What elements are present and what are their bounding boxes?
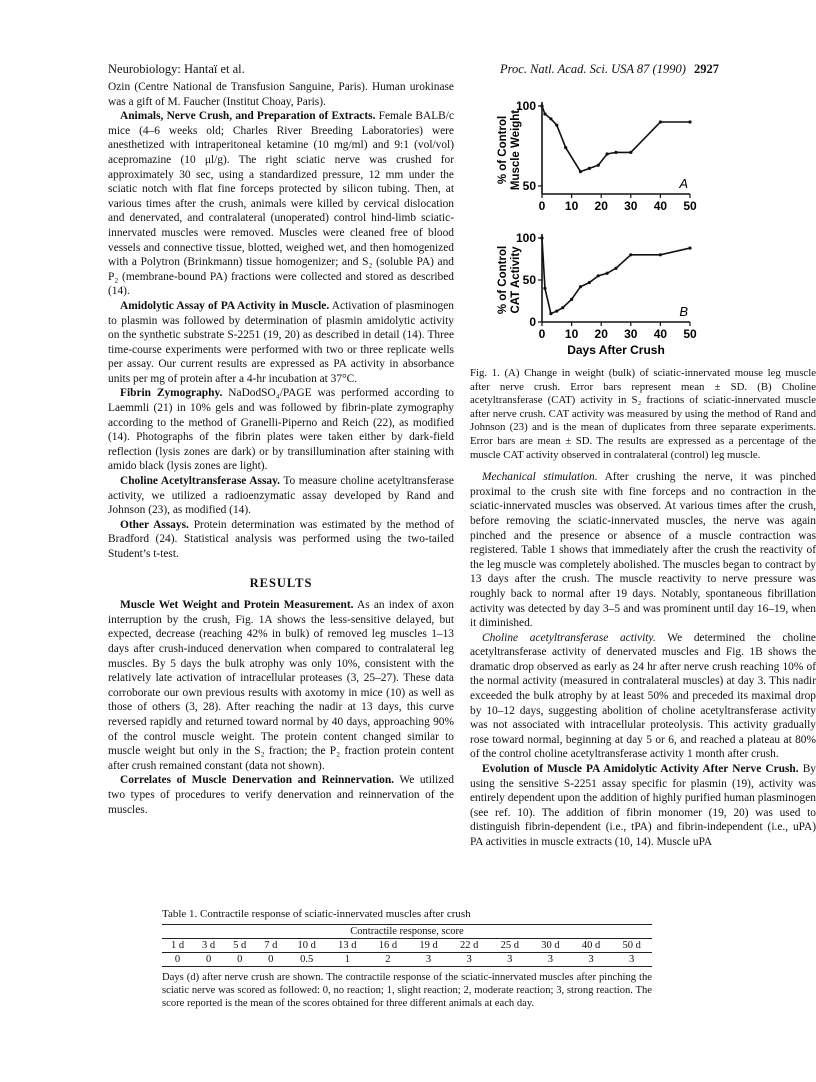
panel-label: B [679, 304, 688, 319]
data-point [629, 253, 632, 256]
series-line [542, 238, 690, 314]
data-point [540, 236, 543, 239]
paragraph-correlates [108, 773, 454, 817]
table-col-day: 10 d [297, 940, 316, 951]
data-point [629, 151, 632, 154]
data-point [614, 267, 617, 270]
section-body-cat-assay: To measure choline acetyltransferase activity, we utilized a radioenzymatic assay developed by Rand and Johnson (23), as modified (14). [108, 475, 454, 517]
table-cell-score: 2 [385, 954, 391, 965]
paragraph-materials: Ozin (Centre National de Transfusion Sanguine, Paris). Human urokinase was a gift of M. Faucher (Institut Choay, Paris). [108, 81, 454, 108]
paragraph-choline [470, 631, 816, 762]
table-footnote: Days (d) after nerve crush are shown. The contractile response of the sciatic-innervated muscles after pinching the sciatic nerve was scored as followed: 0, no reaction; 1, slight reaction; 2, moderate reaction; 3, strong reaction. The score reported is the mean of the scores obtained for three different animals at each day. [162, 972, 652, 1009]
table-cell-score: 0.5 [300, 954, 314, 965]
figure-1-panel-b [497, 231, 697, 357]
y-tick-label: 100 [515, 231, 536, 245]
x-tick-label: 10 [564, 199, 579, 213]
table-group-header: Contractile response, score [162, 925, 652, 939]
running-header-left: Neurobiology: Hantaï et al. [108, 62, 245, 76]
table-col-day: 19 d [419, 940, 438, 951]
x-tick-label: 20 [594, 199, 608, 213]
paragraph-zymography [108, 386, 454, 474]
paragraph-muscle-weight [108, 598, 454, 773]
table-cell-score: 3 [547, 954, 553, 965]
section-body-amidolytic: Activation of plasminogen to plasmin was followed by determination of plasmin amidolytic activity on the synthetic substrate S-2251 (19, 20) as described in detail (14). Three time-course experiments were performed with two or three replicate wells per assay. Our current results are expressed as PA activity in absorbance units per mg of protein after a 4-hr incubation at 37°C. [108, 299, 454, 385]
data-point [561, 306, 564, 309]
table-cell-score: 1 [344, 954, 350, 965]
table-col-day: 7 d [264, 940, 278, 951]
x-tick-label: 0 [538, 327, 546, 341]
paragraph-evolution [470, 762, 816, 850]
page-number: 2927 [694, 62, 719, 76]
figure-1-panel-a [497, 99, 697, 213]
section-head-mechanical: Mechanical stimulation. [482, 471, 598, 484]
figure-1 [490, 88, 750, 358]
table-header-row [162, 939, 652, 953]
section-body-muscle-weight: As an index of axon interruption by the crush, Fig. 1A shows the less-sensitive delayed, but expected, decrease (reaching 42% in bulk) of removed leg muscles 1–13 days after crush-induced denervation when compared to contralateral leg muscles. By 5 days the bulk atrophy was only 10%, consistent with the relatively late activation of intracellular proteases (3, 25–27). These data corroborate our own previous results with axotomy in mice (10) as well as those of others (3, 28). After reaching the nadir at 13 days, this curve reversed rapidly and returned toward normal by 40 days, approaching 90% of the control muscle weight. The protein content changed similar to muscle weight but only in the S₂ fraction; the P₂ fraction protein content after crush remained constant (data not shown). [108, 599, 454, 772]
x-tick-label: 40 [653, 199, 668, 213]
section-head-muscle-weight: Muscle Wet Weight and Protein Measurement. [120, 599, 354, 612]
x-tick-label: 30 [624, 327, 638, 341]
data-point [540, 104, 543, 107]
data-point [597, 164, 600, 167]
x-tick-label: 30 [624, 199, 638, 213]
series-line [542, 106, 690, 172]
paragraph-cat-assay [108, 474, 454, 518]
data-point [555, 124, 558, 127]
y-tick-label: 50 [522, 273, 536, 287]
data-point [543, 287, 546, 290]
data-point [614, 151, 617, 154]
table-cell-score: 3 [629, 954, 635, 965]
section-body-choline: We determined the choline acetyltransferase activity of denervated muscles and Fig. 1B shows the dramatic drop observed as early as 24 hr after nerve crush reaching 10% of the normal activity (measured in contralateral muscles) at day 3. This nadir exceeded the bulk atrophy by at least 50% and preceded its maximal drop by 10–12 days, suggesting abolition of choline acetyltransferase activity was not associated with intracellular proteolysis. This activity gradually rose toward normal, beginning at day 5 or 6, and reached a plateau at 80% of the control choline acetyltransferase activity 1 month after crush. [470, 631, 816, 761]
table-cell-score: 3 [588, 954, 594, 965]
data-point [543, 112, 546, 115]
table-cell-score: 3 [425, 954, 432, 965]
section-head-evolution: Evolution of Muscle PA Amidolytic Activity After Nerve Crush. [482, 763, 799, 776]
data-point [564, 146, 567, 149]
table-grid [162, 924, 652, 967]
section-body-evolution: By using the sensitive S-2251 assay specific for plasmin (19), activity was entirely dependent upon the addition of highly purified human plasminogen (see ref. 10). The addition of fibrin monomer (19, 20) was used to distinguish fibrin-dependent (i.e., tPA) and fibrin-independent (i.e., uPA) PA activities in muscle extracts (10, 14). Muscle uPA [470, 763, 816, 848]
data-point [597, 274, 600, 277]
x-tick-label: 20 [594, 327, 608, 341]
data-point [579, 285, 582, 288]
section-body-animals: Female BALB/c mice (4–6 weeks old; Charles River Breeding Laboratories) were anesthetized with intraperitoneal ketamine (10 mg/ml) and 9:1 (vol/vol) acepromazine (10 μl/g). The right sciatic nerve was crushed for approximately 30 sec, using a standardized pressure, 12 mm under the sciatic notch with flat fine forceps protected by silicon tubing. Then, at various times after the crush, animals were killed by cervical dislocation and denervated, and contralateral (unoperated) control hind-limb sciatic-innervated muscles were removed. Muscles were cleaned free of blood vessels and connective tissue, blotted, weighed wet, and then homogenized with a Polytron (Brinkmann) tissue homogenizer; and S₂ (soluble PA) and P₂ (membrane-bound PA) fractions were collected and stored as described (14). [108, 110, 454, 298]
y-tick-label: 100 [515, 99, 536, 113]
table-col-day: 40 d [581, 940, 601, 951]
data-point [588, 281, 591, 284]
data-point [579, 170, 582, 173]
data-point [549, 312, 552, 315]
x-tick-label: 50 [683, 199, 697, 213]
table-1 [162, 908, 652, 1010]
table-title: Table 1. Contractile response of sciatic-innervated muscles after crush [162, 908, 471, 920]
running-header-journal: Proc. Natl. Acad. Sci. USA 87 (1990) [500, 62, 686, 76]
results-heading: RESULTS [249, 575, 313, 590]
data-point [606, 152, 609, 155]
data-point [570, 298, 573, 301]
data-point [549, 117, 552, 120]
paragraph-animals [108, 109, 454, 299]
x-tick-label: 40 [653, 327, 668, 341]
table-col-day: 5 d [233, 940, 247, 951]
data-point [659, 120, 662, 123]
y-tick-label: 50 [522, 179, 536, 193]
section-head-cat-assay: Choline Acetyltransferase Assay. [120, 475, 280, 488]
section-head-choline: Choline acetyltransferase activity. [482, 631, 656, 644]
table-col-day: 16 d [378, 940, 398, 951]
table-col-day: 30 d [541, 940, 560, 951]
table-col-day: 50 d [622, 940, 641, 951]
section-body-zymography: NaDodSO₄/PAGE was performed according to Laemmli (21) in 10% gels and was followed by fibrin-plate zymography according to the method of Granelli-Piperno and Reich (22), as modified (14). Photographs of the fibrin plates were taken either by dark-field reflection (lysis zones are dark) or by transillumination after staining with amido black (lysis zones are light). [108, 387, 454, 473]
section-body-correlates: We utilized two types of procedures to verify denervation and reinnervation of the muscles. [108, 774, 454, 816]
table-col-day: 3 d [202, 940, 216, 951]
table-col-day: 25 d [500, 940, 519, 951]
figure-caption-text: Fig. 1. (A) Change in weight (bulk) of sciatic-innervated mouse leg muscle after nerve crush. Error bars represent mean ± SD. (B) Choline acetyltransferase (CAT) activity in S₂ fractions of sciatic-innervated muscle after nerve crush. CAT activity was measured by using the method of Rand and Johnson (23) and is the mean of duplicates from three separate experiments. Error bars are mean ± SD. The results are expressed as a percentage of the muscle CAT activity observed in contralateral (control) leg muscle. [470, 367, 816, 461]
x-tick-label: 50 [683, 327, 697, 341]
data-point [588, 167, 591, 170]
section-head-animals: Animals, Nerve Crush, and Preparation of Extracts. [120, 110, 376, 123]
table-cell-score: 0 [268, 954, 274, 965]
table-cell-score: 3 [466, 954, 472, 965]
table-col-day: 22 d [459, 940, 479, 951]
paragraph-mechanical [470, 470, 816, 631]
y-axis-label: % of ControlMuscle Weight [497, 109, 522, 191]
table-row [162, 953, 652, 967]
table-col-day: 13 d [338, 940, 357, 951]
data-point [555, 309, 558, 312]
figure-caption [470, 367, 816, 462]
table-cell-score: 0 [237, 954, 243, 965]
x-tick-label: 0 [538, 199, 546, 213]
data-point [659, 253, 662, 256]
section-head-zymography: Fibrin Zymography. [120, 387, 223, 400]
data-point [688, 246, 691, 249]
section-body-mechanical: After crushing the nerve, it was pinched proximal to the crush site with fine forceps and no contraction in the sciatic-innervated muscles was observed. At various times after the crush, before removing the sciatic-innervated muscles, the nerve was again pinched and the presence or absence of a muscle contraction was registered. Table 1 shows that immediately after the crush the reactivity of the leg muscle was completely abolished. The muscles began to contract by 13 days after the crush. The muscle reactivity to nerve pressure was roughly back to normal after 19 days. Notably, spontaneous fibrillation activity was detected by day 3–5 and was prominent until day 16–19, when it diminished. [470, 471, 816, 630]
section-body-other-assays: Protein determination was estimated by the method of Bradford (24). Statistical analysis was performed using the two-tailed Student’s t-test. [108, 518, 454, 560]
y-axis-label: % of ControlCAT Activity [497, 245, 522, 315]
table-cell-score: 0 [174, 954, 181, 965]
x-tick-label: 10 [564, 327, 579, 341]
table-col-day: 1 d [170, 940, 185, 951]
panel-label: A [679, 176, 688, 191]
right-column [470, 367, 816, 850]
paragraph-amidolytic [108, 299, 454, 387]
x-axis-label: Days After Crush [567, 343, 665, 357]
section-head-amidolytic: Amidolytic Assay of PA Activity in Muscle. [120, 299, 330, 312]
paragraph-other-assays [108, 518, 454, 562]
section-head-correlates: Correlates of Muscle Denervation and Reinnervation. [120, 774, 395, 787]
data-point [606, 272, 609, 275]
y-tick-label: 0 [529, 315, 536, 329]
data-point [688, 120, 691, 123]
table-cell-score: 3 [507, 954, 513, 965]
section-head-other-assays: Other Assays. [120, 518, 189, 531]
table-cell-score: 0 [205, 954, 212, 965]
left-column [108, 80, 454, 817]
